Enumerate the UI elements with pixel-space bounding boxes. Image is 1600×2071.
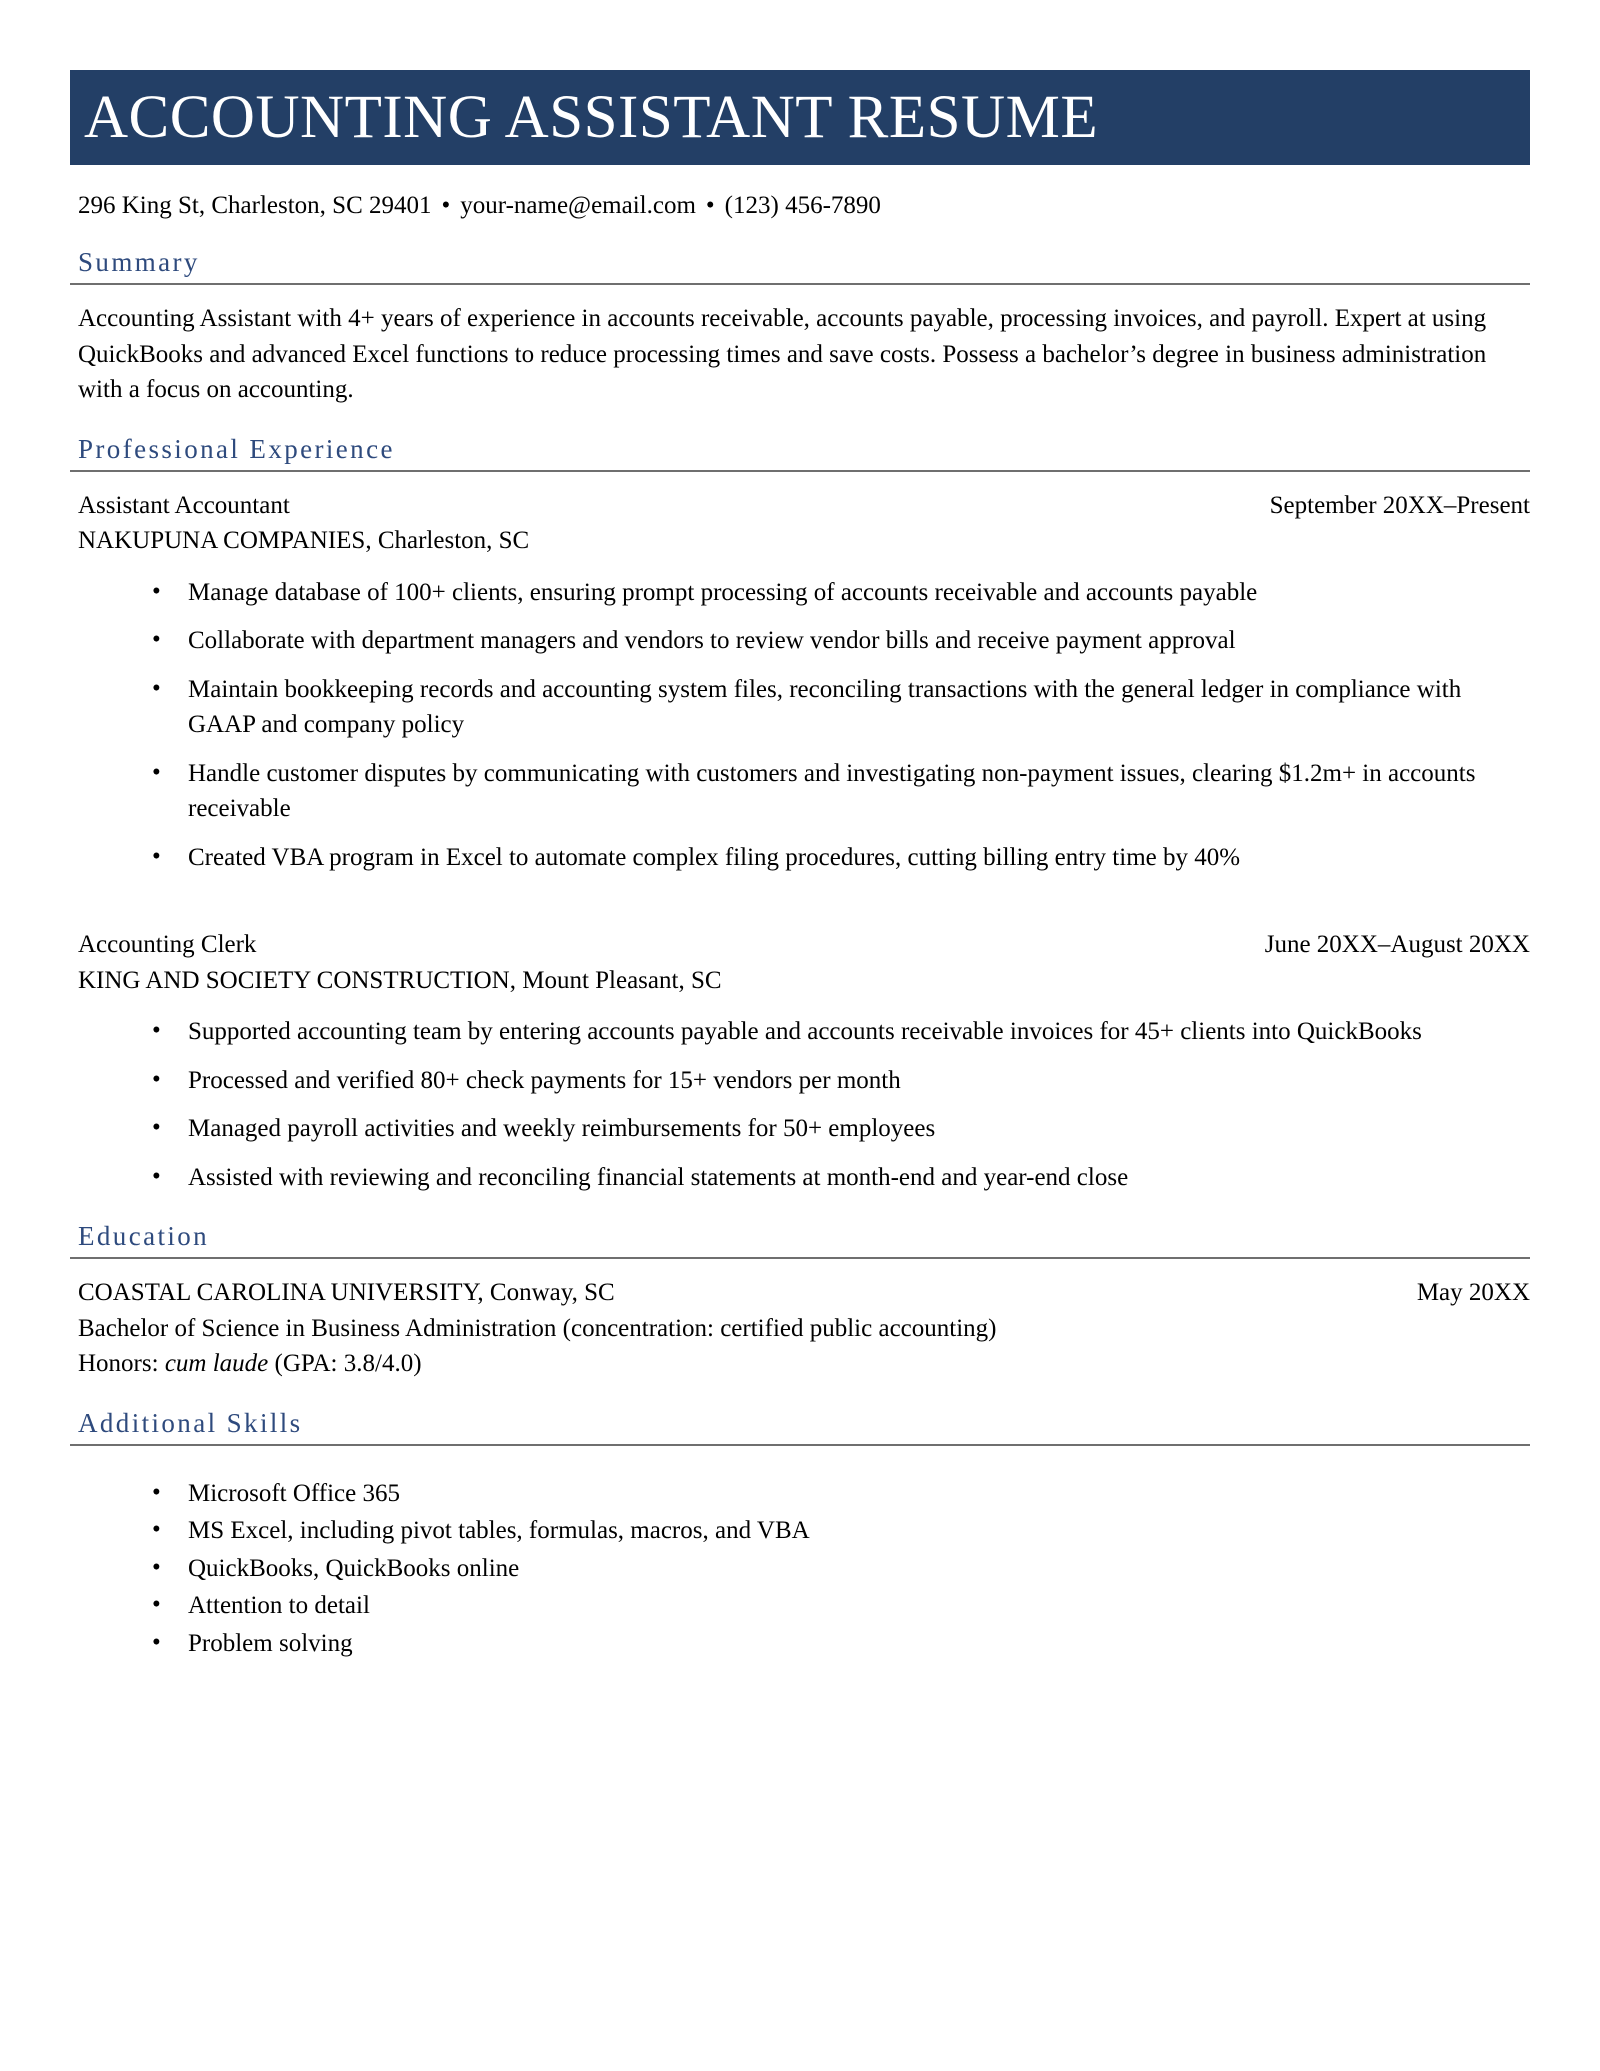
- list-item: • Microsoft Office 365: [152, 1476, 1530, 1512]
- job-title: Assistant Accountant: [78, 491, 290, 519]
- education-header-row: [78, 1275, 1530, 1311]
- list-item: • Maintain bookkeeping records and accounting system files, reconciling transactions with the general ledger in compliance with GAAP and company policy: [152, 672, 1488, 743]
- contact-email[interactable]: your-name@email.com: [460, 192, 696, 219]
- job-bullet-list: [78, 575, 1530, 876]
- job-entry: [78, 927, 1530, 1195]
- job-header-row: [78, 927, 1530, 963]
- job-header-row: [78, 488, 1530, 524]
- list-item: • Collaborate with department managers and vendors to review vendor bills and receive payment approval: [152, 623, 1488, 659]
- section-education: [70, 1221, 1530, 1382]
- section-heading-skills: Additional Skills: [78, 1407, 303, 1438]
- page-title: ACCOUNTING ASSISTANT RESUME: [84, 84, 1099, 151]
- job-bullet-list: [78, 1014, 1530, 1195]
- section-heading-experience: Professional Experience: [78, 433, 395, 464]
- experience-body: [70, 472, 1530, 1196]
- education-body: [70, 1259, 1530, 1382]
- contact-line: [70, 191, 1530, 221]
- education-honors-value: cum laude: [164, 1350, 269, 1378]
- contact-phone[interactable]: (123) 456-7890: [724, 192, 881, 219]
- job-title: Accounting Clerk: [78, 931, 257, 959]
- job-dates: September 20XX–Present: [1269, 491, 1530, 519]
- education-degree: Bachelor of Science in Business Administration (concentration: certified public accounting): [78, 1314, 997, 1342]
- job-entry: [78, 488, 1530, 876]
- list-item: • Processed and verified 80+ check payments for 15+ vendors per month: [152, 1063, 1488, 1099]
- section-skills: [70, 1408, 1530, 1662]
- education-honors: [78, 1346, 1530, 1382]
- section-experience: [70, 434, 1530, 1196]
- education-date: May 20XX: [1416, 1279, 1530, 1307]
- list-item: • Problem solving: [152, 1626, 1530, 1662]
- section-summary: [70, 247, 1530, 408]
- education-honors-label: Honors:: [78, 1350, 165, 1378]
- list-item: • Created VBA program in Excel to automate complex filing procedures, cutting billing entry time by 40%: [152, 840, 1488, 876]
- summary-text: Accounting Assistant with 4+ years of experience in accounts receivable, accounts payable, processing invoices, and payroll. Expert at using QuickBooks and advanced Excel functions to reduce processing times and save costs. Possess a bachelor’s degree in business administration with a focus on accounting.: [78, 305, 1487, 404]
- skills-body: [70, 1446, 1530, 1662]
- list-item: • Managed payroll activities and weekly reimbursements for 50+ employees: [152, 1111, 1488, 1147]
- summary-body: [70, 285, 1530, 408]
- job-dates: June 20XX–August 20XX: [1264, 931, 1530, 959]
- section-heading-summary: Summary: [78, 247, 200, 277]
- education-honors-gpa: (GPA: 3.8/4.0): [268, 1350, 422, 1378]
- skills-list: [78, 1476, 1530, 1662]
- name-banner: [70, 70, 1530, 165]
- job-company: NAKUPUNA COMPANIES, Charleston, SC: [78, 527, 530, 555]
- section-heading-education: Education: [78, 1221, 210, 1252]
- contact-separator-1: •: [441, 192, 451, 219]
- list-item: • Manage database of 100+ clients, ensuring prompt processing of accounts receivable and accounts payable: [152, 575, 1488, 611]
- contact-address: 296 King St, Charleston, SC 29401: [78, 192, 432, 219]
- list-item: • Assisted with reviewing and reconciling financial statements at month-end and year-end close: [152, 1160, 1488, 1196]
- list-item: • QuickBooks, QuickBooks online: [152, 1551, 1530, 1587]
- list-item: • MS Excel, including pivot tables, formulas, macros, and VBA: [152, 1513, 1530, 1549]
- education-school: COASTAL CAROLINA UNIVERSITY, Conway, SC: [78, 1279, 615, 1307]
- list-item: • Supported accounting team by entering accounts payable and accounts receivable invoices for 45+ clients into QuickBooks: [152, 1014, 1488, 1050]
- list-item: • Attention to detail: [152, 1588, 1530, 1624]
- job-company: KING AND SOCIETY CONSTRUCTION, Mount Pleasant, SC: [78, 966, 722, 994]
- list-item: • Handle customer disputes by communicating with customers and investigating non-payment issues, clearing $1.2m+ in accounts receivable: [152, 756, 1488, 827]
- contact-separator-2: •: [705, 192, 715, 219]
